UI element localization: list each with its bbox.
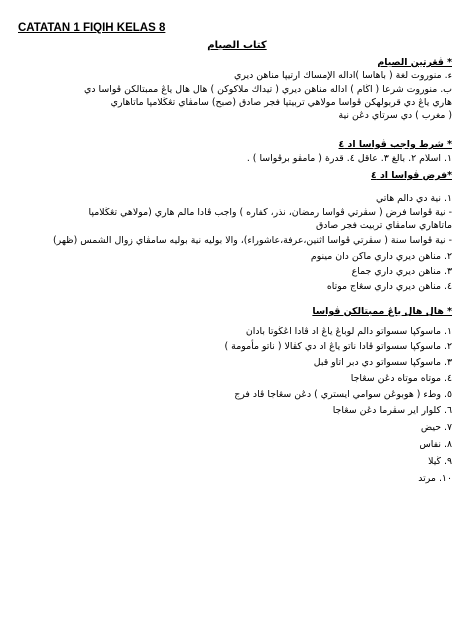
section-heading-obligations: *فرض ڤواسا اد ٤: [370, 170, 452, 181]
obligation-line: ١. نية دي دالم هاتي: [375, 193, 452, 204]
book-title: كتاب الصيام: [207, 40, 267, 51]
definition-line: ( مغرب ) دي سرتاي دڠن نية: [338, 110, 452, 121]
invalidator-line: ٥. وطء ( هوبوڠن سوامي ايستري ) دڠن سڠاجا ڤاد فرج: [234, 389, 452, 400]
definition-line: ب. منوروت شرعا ( اڬام ) اداله مناهن ديري ( تيداك ملاكوكن ) هال هال ياڠ ممبتالكن ڤواسا دي: [84, 84, 452, 95]
invalidator-line: ٩. ڬيلا: [428, 456, 452, 467]
obligation-line: ٣. مناهن ديري داري جماع: [351, 266, 452, 277]
section-heading-conditions: * شرط واجب ڤواسا اد ٤: [338, 139, 452, 150]
definition-line: هاري ياڠ دي قربولهكن ڤواسا مولاهي تربيتڽا فجر صادق (صبح) سامڤاي تڠڬلامڽا ماتاهاري: [110, 97, 452, 108]
section-heading-invalidators: * هال هال ياڠ ممبتالكن ڤواسا: [312, 306, 452, 317]
definition-line: ء. منوروت لغة ( باهاسا )اداله الإمساك ارتيپا مناهن ديري: [233, 70, 452, 81]
invalidator-line: ٤. موتاه موتاه دڠن سڠاجا: [350, 373, 452, 384]
document-header-title: CATATAN 1 FIQIH KELAS 8: [18, 22, 166, 34]
invalidator-line: ٨. نفاس: [419, 439, 452, 450]
section-heading-definition: * ڤڠرتين الصيام: [377, 57, 452, 68]
obligation-line: ٤. مناهن ديري داري سڠاج موتاه: [326, 281, 452, 292]
invalidator-line: ٢. ماسوكڽا سسواتو ڤادا ناتو ياڠ اد دي كڤالا ( ناتو مأمومة ): [224, 341, 452, 352]
invalidator-line: ٣. ماسوكڽا سسواتو دي دبر اتاو قبل: [313, 357, 452, 368]
obligation-line: - نية ڤواسا سنة ( سڤرتي ڤواسا اثنين،عرفة،عاشوراء)، والا بوليه نية بوليه سامڤاي زوال الشمس (ظهر): [53, 235, 452, 246]
conditions-line: ١. اسلام ٢. بالغ ٣. عاقل ٤. قدرة ( مامڤو برڤواسا ) .: [246, 153, 452, 164]
invalidator-line: ٧. حيض: [420, 422, 452, 433]
invalidator-line: ١. ماسوكڽا سسواتو دالم لوباڠ ياڠ اد ڤادا اڠڬوتا بادان: [245, 326, 452, 337]
invalidator-line: ١٠. مرتد: [418, 473, 452, 484]
invalidator-line: ٦. كلوار اير سڤرما دڠن سڠاجا: [332, 405, 452, 416]
obligation-line: ماتاهاري سامڤاي تربيت فجر صادق: [316, 220, 452, 231]
obligation-line: - نية ڤواسا فرض ( سڤرتي ڤواسا رمضان، نذر، كفاره ) واجب ڤادا مالم هاري (مولاهي تڠڬلامڽا: [88, 207, 452, 218]
obligation-line: ٢. مناهن ديري داري ماكن دان مينوم: [310, 251, 452, 262]
